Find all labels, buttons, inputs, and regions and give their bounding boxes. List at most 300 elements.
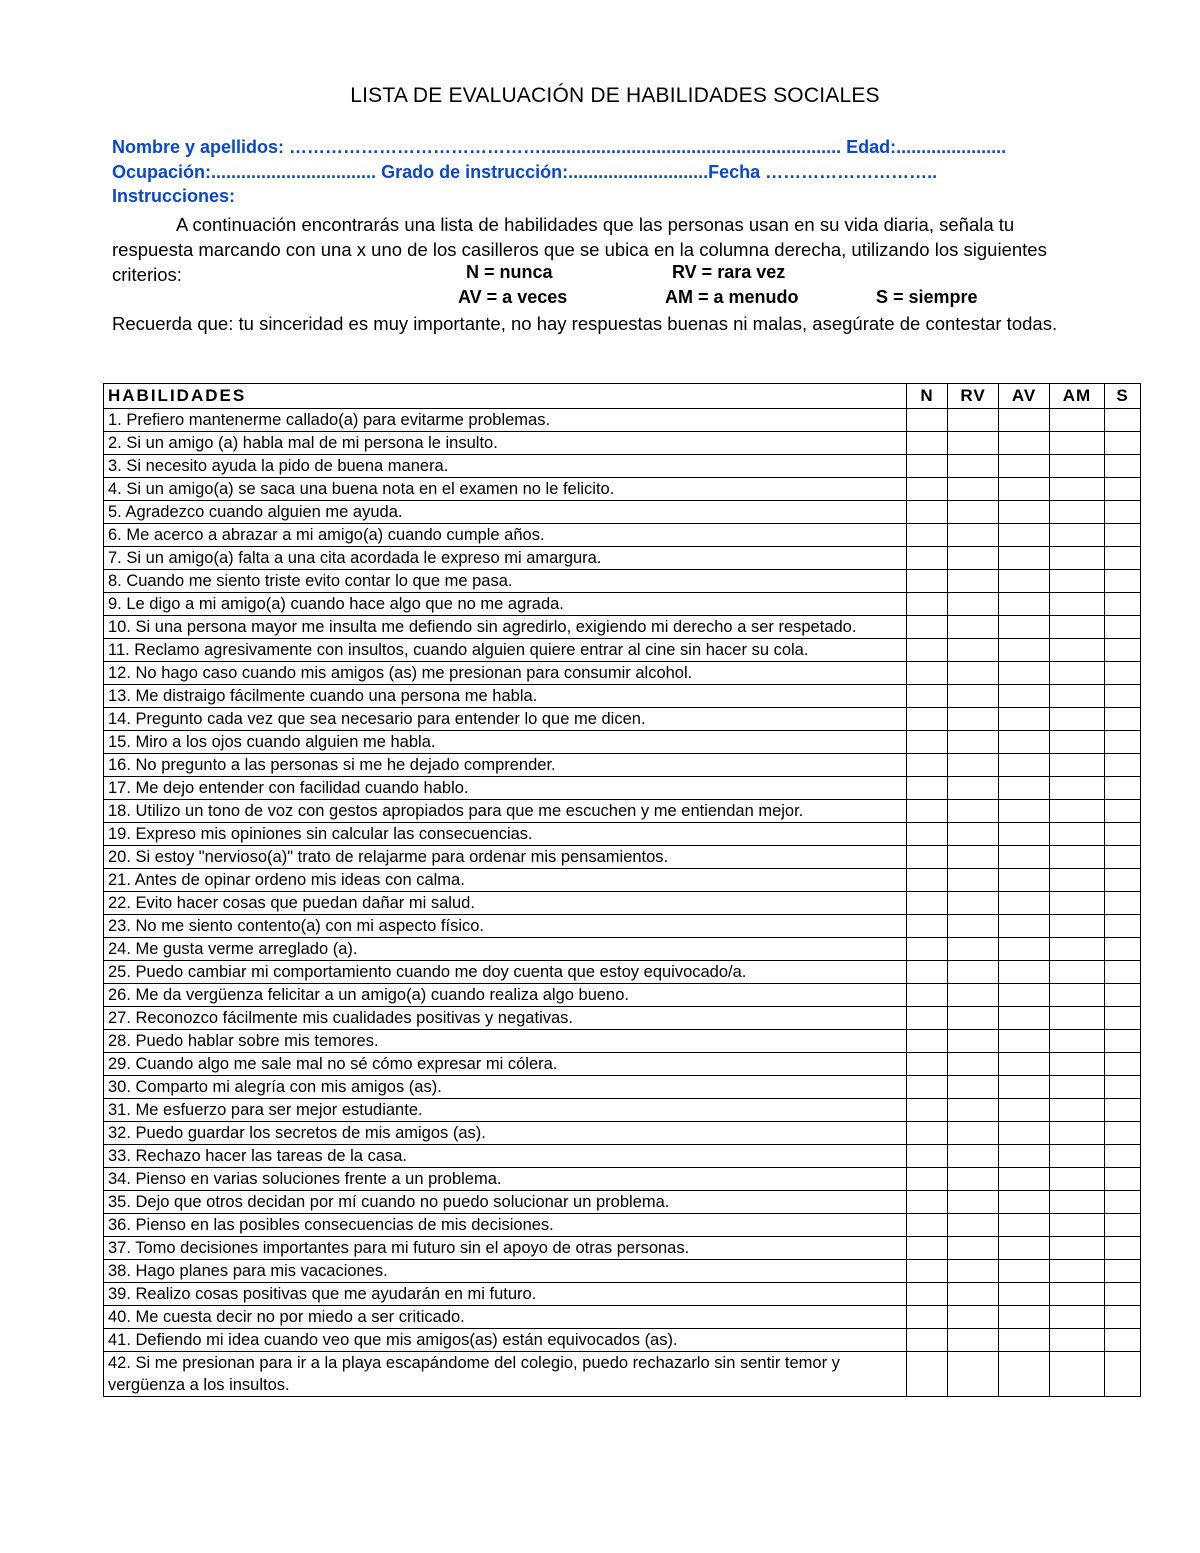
- answer-cell-av[interactable]: [999, 616, 1050, 639]
- answer-cell-rv[interactable]: [948, 1283, 999, 1306]
- answer-cell-n[interactable]: [907, 432, 948, 455]
- answer-cell-av[interactable]: [999, 1168, 1050, 1191]
- answer-cell-rv[interactable]: [948, 708, 999, 731]
- answer-cell-am[interactable]: [1050, 478, 1105, 501]
- answer-cell-n[interactable]: [907, 846, 948, 869]
- answer-cell-n[interactable]: [907, 823, 948, 846]
- answer-cell-av[interactable]: [999, 1329, 1050, 1352]
- table-row: [104, 1168, 1141, 1191]
- answer-cell-n[interactable]: [907, 708, 948, 731]
- answer-cell-rv[interactable]: [948, 892, 999, 915]
- table-row: [104, 432, 1141, 455]
- answer-cell-s[interactable]: [1105, 593, 1141, 616]
- skills-table: [103, 383, 1141, 1397]
- skill-text: 8. Cuando me siento triste evito contar lo que me pasa.: [104, 570, 907, 593]
- answer-cell-av[interactable]: [999, 800, 1050, 823]
- skill-text: 26. Me da vergüenza felicitar a un amigo(a) cuando realiza algo bueno.: [104, 984, 907, 1007]
- table-row: [104, 616, 1141, 639]
- table-row: [104, 1329, 1141, 1352]
- answer-cell-av[interactable]: [999, 731, 1050, 754]
- answer-cell-am[interactable]: [1050, 1053, 1105, 1076]
- answer-cell-rv[interactable]: [948, 1030, 999, 1053]
- answer-cell-s[interactable]: [1105, 547, 1141, 570]
- occupation-field[interactable]: .................................: [211, 162, 377, 182]
- answer-cell-s[interactable]: [1105, 984, 1141, 1007]
- skill-text: 35. Dejo que otros decidan por mí cuando no puedo solucionar un problema.: [104, 1191, 907, 1214]
- answer-cell-am[interactable]: [1050, 892, 1105, 915]
- grade-field[interactable]: ............................: [568, 162, 709, 182]
- answer-cell-rv[interactable]: [948, 1329, 999, 1352]
- answer-cell-av[interactable]: [999, 1076, 1050, 1099]
- answer-cell-av[interactable]: [999, 1191, 1050, 1214]
- answer-cell-am[interactable]: [1050, 616, 1105, 639]
- answer-cell-s[interactable]: [1105, 1237, 1141, 1260]
- answer-cell-av[interactable]: [999, 1099, 1050, 1122]
- answer-cell-am[interactable]: [1050, 1122, 1105, 1145]
- answer-cell-n[interactable]: [907, 547, 948, 570]
- answer-cell-n[interactable]: [907, 685, 948, 708]
- answer-cell-n[interactable]: [907, 1191, 948, 1214]
- answer-cell-n[interactable]: [907, 1214, 948, 1237]
- skill-text: 6. Me acerco a abrazar a mi amigo(a) cuando cumple años.: [104, 524, 907, 547]
- age-label: Edad:: [841, 137, 897, 157]
- answer-cell-av[interactable]: [999, 685, 1050, 708]
- answer-cell-s[interactable]: [1105, 662, 1141, 685]
- table-row: [104, 1214, 1141, 1237]
- answer-cell-n[interactable]: [907, 961, 948, 984]
- answer-cell-rv[interactable]: [948, 1214, 999, 1237]
- answer-cell-av[interactable]: [999, 547, 1050, 570]
- answer-cell-s[interactable]: [1105, 1145, 1141, 1168]
- answer-cell-am[interactable]: [1050, 1145, 1105, 1168]
- skill-text: 22. Evito hacer cosas que puedan dañar mi salud.: [104, 892, 907, 915]
- answer-cell-av[interactable]: [999, 754, 1050, 777]
- skill-text: 18. Utilizo un tono de voz con gestos apropiados para que me escuchen y me entiendan mejor.: [104, 800, 907, 823]
- skill-text: 37. Tomo decisiones importantes para mi futuro sin el apoyo de otras personas.: [104, 1237, 907, 1260]
- answer-cell-av[interactable]: [999, 869, 1050, 892]
- answer-cell-av[interactable]: [999, 432, 1050, 455]
- answer-cell-rv[interactable]: [948, 1306, 999, 1329]
- answer-cell-n[interactable]: [907, 984, 948, 1007]
- answer-cell-av[interactable]: [999, 570, 1050, 593]
- answer-cell-rv[interactable]: [948, 570, 999, 593]
- answer-cell-s[interactable]: [1105, 846, 1141, 869]
- table-row: [104, 1145, 1141, 1168]
- table-row: [104, 1260, 1141, 1283]
- table-row: [104, 1283, 1141, 1306]
- answer-cell-am[interactable]: [1050, 1214, 1105, 1237]
- skill-text: 10. Si una persona mayor me insulta me defiendo sin agredirlo, exigiendo mi derecho a ser respetado.: [104, 616, 907, 639]
- answer-cell-rv[interactable]: [948, 409, 999, 432]
- table-row: [104, 1352, 1141, 1397]
- skill-text: 15. Miro a los ojos cuando alguien me habla.: [104, 731, 907, 754]
- answer-cell-s[interactable]: [1105, 1030, 1141, 1053]
- answer-cell-rv[interactable]: [948, 961, 999, 984]
- answer-cell-n[interactable]: [907, 754, 948, 777]
- answer-cell-n[interactable]: [907, 593, 948, 616]
- answer-cell-s[interactable]: [1105, 501, 1141, 524]
- criterion-n: N = nunca: [466, 262, 553, 282]
- name-field[interactable]: ……………………………………............................................................: [289, 137, 842, 157]
- answer-cell-rv[interactable]: [948, 662, 999, 685]
- skill-text: 12. No hago caso cuando mis amigos (as) me presionan para consumir alcohol.: [104, 662, 907, 685]
- table-row: [104, 478, 1141, 501]
- answer-cell-av[interactable]: [999, 915, 1050, 938]
- answer-cell-am[interactable]: [1050, 409, 1105, 432]
- table-header-row: [104, 384, 1141, 409]
- skill-text: 39. Realizo cosas positivas que me ayudarán en mi futuro.: [104, 1283, 907, 1306]
- occupation-line: [112, 162, 937, 183]
- answer-cell-s[interactable]: [1105, 570, 1141, 593]
- name-age-line: [112, 137, 1006, 158]
- answer-cell-av[interactable]: [999, 1053, 1050, 1076]
- age-field[interactable]: ......................: [896, 137, 1007, 157]
- answer-cell-s[interactable]: [1105, 800, 1141, 823]
- table-row: [104, 547, 1141, 570]
- answer-cell-am[interactable]: [1050, 1237, 1105, 1260]
- answer-cell-s[interactable]: [1105, 1260, 1141, 1283]
- answer-cell-am[interactable]: [1050, 708, 1105, 731]
- answer-cell-rv[interactable]: [948, 685, 999, 708]
- answer-cell-av[interactable]: [999, 1237, 1050, 1260]
- answer-cell-rv[interactable]: [948, 1237, 999, 1260]
- answer-cell-n[interactable]: [907, 478, 948, 501]
- header-rv: RV: [948, 384, 999, 409]
- answer-cell-n[interactable]: [907, 409, 948, 432]
- table-row: [104, 800, 1141, 823]
- answer-cell-am[interactable]: [1050, 938, 1105, 961]
- table-row: [104, 1122, 1141, 1145]
- table-row: [104, 846, 1141, 869]
- answer-cell-rv[interactable]: [948, 938, 999, 961]
- answer-cell-s[interactable]: [1105, 409, 1141, 432]
- skill-text: 9. Le digo a mi amigo(a) cuando hace algo que no me agrada.: [104, 593, 907, 616]
- answer-cell-rv[interactable]: [948, 1191, 999, 1214]
- answer-cell-av[interactable]: [999, 524, 1050, 547]
- answer-cell-av[interactable]: [999, 662, 1050, 685]
- skill-text: 4. Si un amigo(a) se saca una buena nota en el examen no le felicito.: [104, 478, 907, 501]
- answer-cell-am[interactable]: [1050, 1007, 1105, 1030]
- answer-cell-n[interactable]: [907, 524, 948, 547]
- answer-cell-rv[interactable]: [948, 777, 999, 800]
- answer-cell-rv[interactable]: [948, 432, 999, 455]
- answer-cell-am[interactable]: [1050, 869, 1105, 892]
- name-label: Nombre y apellidos:: [112, 137, 290, 157]
- table-row: [104, 1053, 1141, 1076]
- answer-cell-av[interactable]: [999, 708, 1050, 731]
- answer-cell-n[interactable]: [907, 1099, 948, 1122]
- header-av: AV: [999, 384, 1050, 409]
- table-row: [104, 892, 1141, 915]
- skill-text: 13. Me distraigo fácilmente cuando una persona me habla.: [104, 685, 907, 708]
- answer-cell-rv[interactable]: [948, 984, 999, 1007]
- answer-cell-n[interactable]: [907, 1053, 948, 1076]
- table-row: [104, 1237, 1141, 1260]
- answer-cell-n[interactable]: [907, 915, 948, 938]
- answer-cell-av[interactable]: [999, 1007, 1050, 1030]
- answer-cell-n[interactable]: [907, 570, 948, 593]
- answer-cell-rv[interactable]: [948, 455, 999, 478]
- answer-cell-s[interactable]: [1105, 1329, 1141, 1352]
- answer-cell-n[interactable]: [907, 616, 948, 639]
- skill-text: 30. Comparto mi alegría con mis amigos (as).: [104, 1076, 907, 1099]
- answer-cell-s[interactable]: [1105, 892, 1141, 915]
- skill-text: 29. Cuando algo me sale mal no sé cómo expresar mi cólera.: [104, 1053, 907, 1076]
- answer-cell-n[interactable]: [907, 1007, 948, 1030]
- answer-cell-s[interactable]: [1105, 1076, 1141, 1099]
- table-row: [104, 524, 1141, 547]
- answer-cell-rv[interactable]: [948, 616, 999, 639]
- skill-text: 3. Si necesito ayuda la pido de buena manera.: [104, 455, 907, 478]
- answer-cell-s[interactable]: [1105, 1053, 1141, 1076]
- criterion-av: AV = a veces: [458, 287, 568, 307]
- answer-cell-n[interactable]: [907, 1260, 948, 1283]
- answer-cell-am[interactable]: [1050, 524, 1105, 547]
- answer-cell-s[interactable]: [1105, 1099, 1141, 1122]
- answer-cell-rv[interactable]: [948, 823, 999, 846]
- skill-text: 11. Reclamo agresivamente con insultos, cuando alguien quiere entrar al cine sin hacer su cola.: [104, 639, 907, 662]
- table-row: [104, 731, 1141, 754]
- skill-text: 25. Puedo cambiar mi comportamiento cuando me doy cuenta que estoy equivocado/a.: [104, 961, 907, 984]
- skill-text: 38. Hago planes para mis vacaciones.: [104, 1260, 907, 1283]
- answer-cell-av[interactable]: [999, 1145, 1050, 1168]
- answer-cell-s[interactable]: [1105, 432, 1141, 455]
- answer-cell-s[interactable]: [1105, 708, 1141, 731]
- answer-cell-rv[interactable]: [948, 593, 999, 616]
- answer-cell-rv[interactable]: [948, 1145, 999, 1168]
- document-title: LISTA DE EVALUACIÓN DE HABILIDADES SOCIALES: [350, 84, 880, 107]
- answer-cell-s[interactable]: [1105, 915, 1141, 938]
- answer-cell-av[interactable]: [999, 501, 1050, 524]
- answer-cell-rv[interactable]: [948, 846, 999, 869]
- answer-cell-am[interactable]: [1050, 800, 1105, 823]
- answer-cell-av[interactable]: [999, 1214, 1050, 1237]
- answer-cell-am[interactable]: [1050, 961, 1105, 984]
- table-row: [104, 1191, 1141, 1214]
- answer-cell-am[interactable]: [1050, 1283, 1105, 1306]
- table-row: [104, 1306, 1141, 1329]
- answer-cell-n[interactable]: [907, 938, 948, 961]
- table-row: [104, 593, 1141, 616]
- answer-cell-av[interactable]: [999, 455, 1050, 478]
- answer-cell-rv[interactable]: [948, 1053, 999, 1076]
- answer-cell-n[interactable]: [907, 501, 948, 524]
- skill-text: 1. Prefiero mantenerme callado(a) para evitarme problemas.: [104, 409, 907, 432]
- answer-cell-av[interactable]: [999, 846, 1050, 869]
- answer-cell-am[interactable]: [1050, 1191, 1105, 1214]
- criterion-rv: RV = rara vez: [672, 262, 786, 282]
- answer-cell-n[interactable]: [907, 731, 948, 754]
- answer-cell-av[interactable]: [999, 823, 1050, 846]
- skill-text: 28. Puedo hablar sobre mis temores.: [104, 1030, 907, 1053]
- answer-cell-rv[interactable]: [948, 800, 999, 823]
- answer-cell-s[interactable]: [1105, 685, 1141, 708]
- answer-cell-n[interactable]: [907, 777, 948, 800]
- answer-cell-am[interactable]: [1050, 501, 1105, 524]
- answer-cell-am[interactable]: [1050, 777, 1105, 800]
- answer-cell-am[interactable]: [1050, 1352, 1105, 1397]
- answer-cell-am[interactable]: [1050, 915, 1105, 938]
- answer-cell-am[interactable]: [1050, 1329, 1105, 1352]
- answer-cell-s[interactable]: [1105, 1122, 1141, 1145]
- answer-cell-n[interactable]: [907, 1076, 948, 1099]
- date-label: Fecha: [708, 162, 766, 182]
- table-row: [104, 662, 1141, 685]
- answer-cell-s[interactable]: [1105, 869, 1141, 892]
- instructions-paragraph: A continuación encontrarás una lista de habilidades que las personas usan en su vida diaria, señala tu respuesta marcando con una x uno de los casilleros que se ubica en la columna derecha, utilizando los siguientes criterios:: [112, 214, 1047, 285]
- answer-cell-n[interactable]: [907, 639, 948, 662]
- answer-cell-s[interactable]: [1105, 754, 1141, 777]
- answer-cell-av[interactable]: [999, 639, 1050, 662]
- skill-text: 40. Me cuesta decir no por miedo a ser criticado.: [104, 1306, 907, 1329]
- table-row: [104, 409, 1141, 432]
- answer-cell-s[interactable]: [1105, 455, 1141, 478]
- answer-cell-av[interactable]: [999, 938, 1050, 961]
- answer-cell-av[interactable]: [999, 1030, 1050, 1053]
- skill-text: 36. Pienso en las posibles consecuencias de mis decisiones.: [104, 1214, 907, 1237]
- answer-cell-s[interactable]: [1105, 478, 1141, 501]
- skill-text: 2. Si un amigo (a) habla mal de mi persona le insulto.: [104, 432, 907, 455]
- answer-cell-rv[interactable]: [948, 1076, 999, 1099]
- answer-cell-am[interactable]: [1050, 662, 1105, 685]
- answer-cell-av[interactable]: [999, 409, 1050, 432]
- answer-cell-rv[interactable]: [948, 478, 999, 501]
- answer-cell-av[interactable]: [999, 777, 1050, 800]
- answer-cell-av[interactable]: [999, 1306, 1050, 1329]
- answer-cell-n[interactable]: [907, 1237, 948, 1260]
- answer-cell-rv[interactable]: [948, 547, 999, 570]
- answer-cell-rv[interactable]: [948, 1099, 999, 1122]
- skill-text: 23. No me siento contento(a) con mi aspecto físico.: [104, 915, 907, 938]
- answer-cell-am[interactable]: [1050, 1030, 1105, 1053]
- answer-cell-am[interactable]: [1050, 731, 1105, 754]
- answer-cell-s[interactable]: [1105, 1168, 1141, 1191]
- answer-cell-s[interactable]: [1105, 1214, 1141, 1237]
- occupation-label: Ocupación:: [112, 162, 212, 182]
- header-habilidades: HABILIDADES: [104, 384, 907, 409]
- grade-label: Grado de instrucción:: [376, 162, 569, 182]
- answer-cell-rv[interactable]: [948, 869, 999, 892]
- answer-cell-am[interactable]: [1050, 984, 1105, 1007]
- answer-cell-av[interactable]: [999, 1260, 1050, 1283]
- answer-cell-rv[interactable]: [948, 731, 999, 754]
- answer-cell-n[interactable]: [907, 1283, 948, 1306]
- answer-cell-n[interactable]: [907, 1145, 948, 1168]
- answer-cell-av[interactable]: [999, 892, 1050, 915]
- date-field[interactable]: ………………………..: [765, 162, 938, 182]
- answer-cell-rv[interactable]: [948, 1122, 999, 1145]
- answer-cell-rv[interactable]: [948, 754, 999, 777]
- answer-cell-rv[interactable]: [948, 639, 999, 662]
- answer-cell-am[interactable]: [1050, 1168, 1105, 1191]
- table-row: [104, 455, 1141, 478]
- table-row: [104, 639, 1141, 662]
- answer-cell-am[interactable]: [1050, 1306, 1105, 1329]
- answer-cell-am[interactable]: [1050, 570, 1105, 593]
- answer-cell-rv[interactable]: [948, 1352, 999, 1397]
- answer-cell-rv[interactable]: [948, 1260, 999, 1283]
- answer-cell-am[interactable]: [1050, 547, 1105, 570]
- answer-cell-am[interactable]: [1050, 1076, 1105, 1099]
- answer-cell-am[interactable]: [1050, 593, 1105, 616]
- answer-cell-am[interactable]: [1050, 685, 1105, 708]
- table-row: [104, 1076, 1141, 1099]
- answer-cell-s[interactable]: [1105, 823, 1141, 846]
- answer-cell-am[interactable]: [1050, 823, 1105, 846]
- answer-cell-n[interactable]: [907, 1329, 948, 1352]
- answer-cell-s[interactable]: [1105, 524, 1141, 547]
- header-n: N: [907, 384, 948, 409]
- answer-cell-am[interactable]: [1050, 639, 1105, 662]
- answer-cell-s[interactable]: [1105, 777, 1141, 800]
- answer-cell-s[interactable]: [1105, 938, 1141, 961]
- answer-cell-av[interactable]: [999, 961, 1050, 984]
- answer-cell-av[interactable]: [999, 1122, 1050, 1145]
- answer-cell-n[interactable]: [907, 455, 948, 478]
- skill-text: 16. No pregunto a las personas si me he dejado comprender.: [104, 754, 907, 777]
- answer-cell-am[interactable]: [1050, 432, 1105, 455]
- answer-cell-rv[interactable]: [948, 1168, 999, 1191]
- answer-cell-am[interactable]: [1050, 754, 1105, 777]
- answer-cell-n[interactable]: [907, 1030, 948, 1053]
- answer-cell-av[interactable]: [999, 478, 1050, 501]
- answer-cell-am[interactable]: [1050, 1260, 1105, 1283]
- answer-cell-n[interactable]: [907, 662, 948, 685]
- answer-cell-am[interactable]: [1050, 455, 1105, 478]
- table-row: [104, 823, 1141, 846]
- answer-cell-n[interactable]: [907, 869, 948, 892]
- skill-text: 41. Defiendo mi idea cuando veo que mis amigos(as) están equivocados (as).: [104, 1329, 907, 1352]
- answer-cell-am[interactable]: [1050, 846, 1105, 869]
- skill-text: 42. Si me presionan para ir a la playa escapándome del colegio, puedo rechazarlo sin sentir temor y vergüenza a los insultos.: [104, 1352, 907, 1397]
- table-row: [104, 938, 1141, 961]
- answer-cell-n[interactable]: [907, 1352, 948, 1397]
- table-row: [104, 869, 1141, 892]
- answer-cell-n[interactable]: [907, 1122, 948, 1145]
- answer-cell-s[interactable]: [1105, 1306, 1141, 1329]
- answer-cell-av[interactable]: [999, 1283, 1050, 1306]
- skill-text: 20. Si estoy "nervioso(a)" trato de relajarme para ordenar mis pensamientos.: [104, 846, 907, 869]
- table-row: [104, 1030, 1141, 1053]
- answer-cell-s[interactable]: [1105, 1191, 1141, 1214]
- answer-cell-rv[interactable]: [948, 1007, 999, 1030]
- skill-text: 31. Me esfuerzo para ser mejor estudiante.: [104, 1099, 907, 1122]
- answer-cell-s[interactable]: [1105, 1283, 1141, 1306]
- answer-cell-am[interactable]: [1050, 1099, 1105, 1122]
- answer-cell-n[interactable]: [907, 1306, 948, 1329]
- answer-cell-rv[interactable]: [948, 915, 999, 938]
- table-row: [104, 915, 1141, 938]
- answer-cell-n[interactable]: [907, 1168, 948, 1191]
- answer-cell-s[interactable]: [1105, 639, 1141, 662]
- answer-cell-rv[interactable]: [948, 501, 999, 524]
- answer-cell-s[interactable]: [1105, 961, 1141, 984]
- answer-cell-n[interactable]: [907, 892, 948, 915]
- answer-cell-s[interactable]: [1105, 1007, 1141, 1030]
- criterion-s: S = siempre: [876, 287, 978, 307]
- answer-cell-s[interactable]: [1105, 731, 1141, 754]
- table-row: [104, 685, 1141, 708]
- skill-text: 17. Me dejo entender con facilidad cuando hablo.: [104, 777, 907, 800]
- answer-cell-av[interactable]: [999, 984, 1050, 1007]
- answer-cell-av[interactable]: [999, 593, 1050, 616]
- answer-cell-n[interactable]: [907, 800, 948, 823]
- answer-cell-s[interactable]: [1105, 1352, 1141, 1397]
- answer-cell-av[interactable]: [999, 1352, 1050, 1397]
- answer-cell-s[interactable]: [1105, 616, 1141, 639]
- answer-cell-rv[interactable]: [948, 524, 999, 547]
- table-row: [104, 501, 1141, 524]
